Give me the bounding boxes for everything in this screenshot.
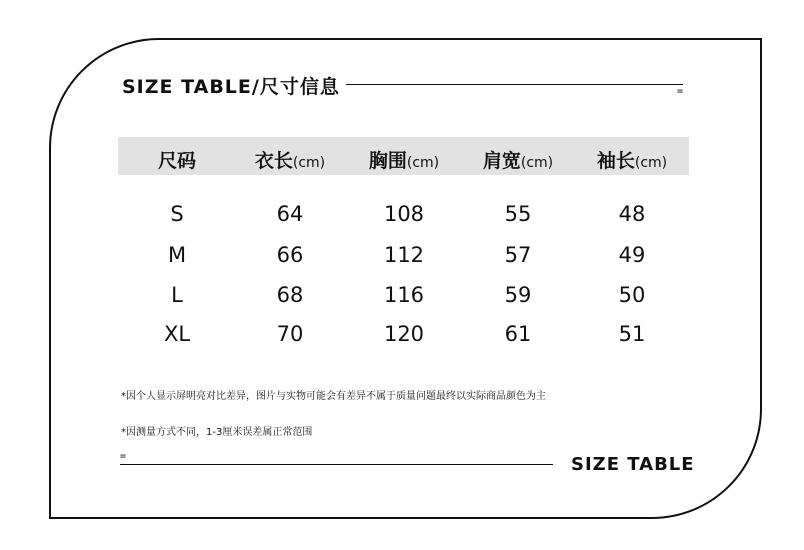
header-label: 衣长 <box>254 150 293 172</box>
table-cell: XL <box>163 322 191 346</box>
table-cell: 57 <box>504 243 532 267</box>
table-cell: 48 <box>618 202 646 226</box>
header-unit: (cm) <box>406 155 440 171</box>
decorative-mark-top: = <box>677 86 684 97</box>
footer-divider <box>120 464 553 465</box>
disclaimer-measurement-note: *因测量方式不同，1-3厘米误差属正常范围 <box>121 427 313 438</box>
table-cell: 50 <box>618 283 646 307</box>
page-title: SIZE TABLE/尺寸信息 <box>122 76 340 98</box>
header-label: 尺码 <box>157 150 197 172</box>
table-cell: 66 <box>276 243 304 267</box>
table-cell: 61 <box>504 322 532 346</box>
title-divider <box>346 84 683 85</box>
header-label: 胸围 <box>368 150 407 172</box>
table-cell: M <box>167 243 187 267</box>
header-unit: (cm) <box>292 155 326 171</box>
table-cell: 112 <box>383 243 425 267</box>
footer-title: SIZE TABLE <box>571 454 695 475</box>
header-length <box>255 146 325 173</box>
table-cell: 120 <box>383 322 425 346</box>
table-cell: 64 <box>276 202 304 226</box>
table-cell: S <box>170 202 184 226</box>
header-sleeve <box>597 146 667 173</box>
header-size <box>158 146 196 173</box>
header-unit: (cm) <box>520 155 554 171</box>
table-cell: 116 <box>383 283 425 307</box>
table-cell: 51 <box>618 322 646 346</box>
table-cell: 59 <box>504 283 532 307</box>
header-label: 袖长 <box>596 150 635 172</box>
decorative-mark-bottom: = <box>120 451 127 462</box>
table-cell: 108 <box>383 202 425 226</box>
header-chest <box>369 146 439 173</box>
size-table-card <box>49 38 762 519</box>
header-shoulder <box>483 146 553 173</box>
header-label: 肩宽 <box>482 150 521 172</box>
disclaimer-color-note: *因个人显示屏明亮对比差异，图片与实物可能会有差异不属于质量问题最终以实际商品颜色为主 <box>121 391 546 402</box>
table-cell: 49 <box>618 243 646 267</box>
table-cell: 70 <box>276 322 304 346</box>
table-cell: 68 <box>276 283 304 307</box>
table-cell: L <box>171 283 183 307</box>
table-cell: 55 <box>504 202 532 226</box>
header-unit: (cm) <box>634 155 668 171</box>
